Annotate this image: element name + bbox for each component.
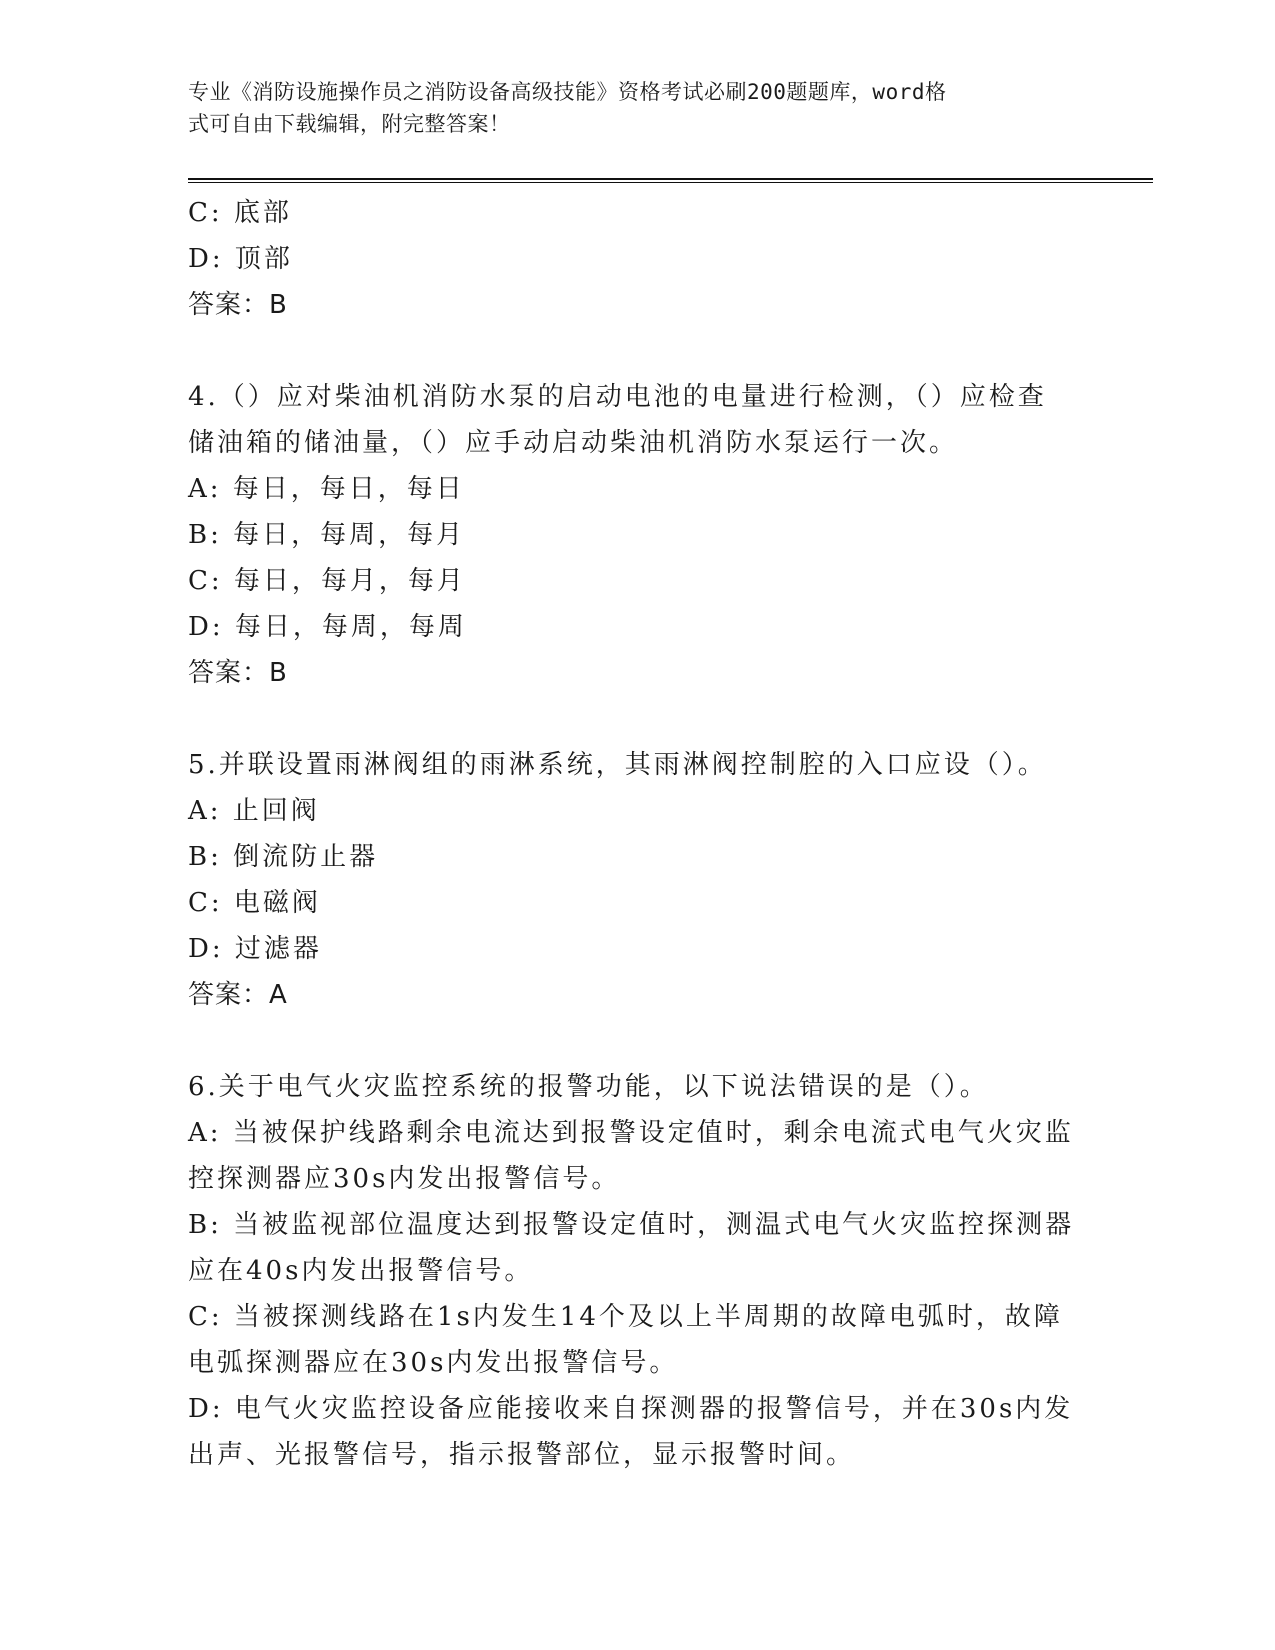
question-5 [188, 742, 1088, 1018]
header-divider [188, 178, 1153, 180]
spacer [188, 696, 1088, 742]
spacer [188, 1018, 1088, 1064]
option-a-line-2: 控探测器应30s内发出报警信号。 [188, 1164, 621, 1194]
option-d: D: 顶部 [188, 244, 293, 274]
answer: 答案：A [188, 980, 288, 1010]
question-stem-line: 5.并联设置雨淋阀组的雨淋系统，其雨淋阀控制腔的入口应设（）。 [188, 750, 1047, 780]
document-header [188, 76, 1068, 140]
spacer [188, 328, 1088, 374]
question-3-continued [188, 190, 1088, 328]
option-d-line-1: D: 电气火灾监控设备应能接收来自探测器的报警信号，并在30s内发 [188, 1394, 1074, 1424]
option-d: D: 过滤器 [188, 934, 322, 964]
option-a: A: 每日，每日，每日 [188, 474, 465, 504]
answer: 答案：B [188, 290, 288, 320]
option-a: A: 止回阀 [188, 796, 320, 826]
option-d-line-2: 出声、光报警信号，指示报警部位，显示报警时间。 [188, 1440, 856, 1470]
answer: 答案：B [188, 658, 288, 688]
question-stem-line: 储油箱的储油量，（）应手动启动柴油机消防水泵运行一次。 [188, 428, 959, 458]
option-c: C: 每日，每月，每月 [188, 566, 466, 596]
question-list [188, 190, 1088, 1478]
option-c-line-1: C: 当被探测线路在1s内发生14个及以上半周期的故障电弧时，故障 [188, 1302, 1063, 1332]
question-stem-line: 4.（）应对柴油机消防水泵的启动电池的电量进行检测，（）应检查 [188, 382, 1047, 412]
question-stem-line: 6.关于电气火灾监控系统的报警功能，以下说法错误的是（）。 [188, 1072, 989, 1102]
option-c: C: 电磁阀 [188, 888, 321, 918]
option-b: B: 倒流防止器 [188, 842, 379, 872]
option-d: D: 每日，每周，每周 [188, 612, 467, 642]
option-b: B: 每日，每周，每月 [188, 520, 466, 550]
question-6 [188, 1064, 1088, 1478]
header-divider-thin [188, 182, 1153, 183]
option-b-line-1: B: 当被监视部位温度达到报警设定值时，测温式电气火灾监控探测器 [188, 1210, 1075, 1240]
option-b-line-2: 应在40s内发出报警信号。 [188, 1256, 534, 1286]
header-line-2: 式可自由下载编辑，附完整答案！ [188, 112, 511, 136]
question-4 [188, 374, 1088, 696]
header-line-1: 专业《消防设施操作员之消防设备高级技能》资格考试必刷200题题库，word格 [188, 80, 947, 104]
option-c-line-2: 电弧探测器应在30s内发出报警信号。 [188, 1348, 679, 1378]
option-a-line-1: A: 当被保护线路剩余电流达到报警设定值时，剩余电流式电气火灾监 [188, 1118, 1074, 1148]
option-c: C: 底部 [188, 198, 292, 228]
